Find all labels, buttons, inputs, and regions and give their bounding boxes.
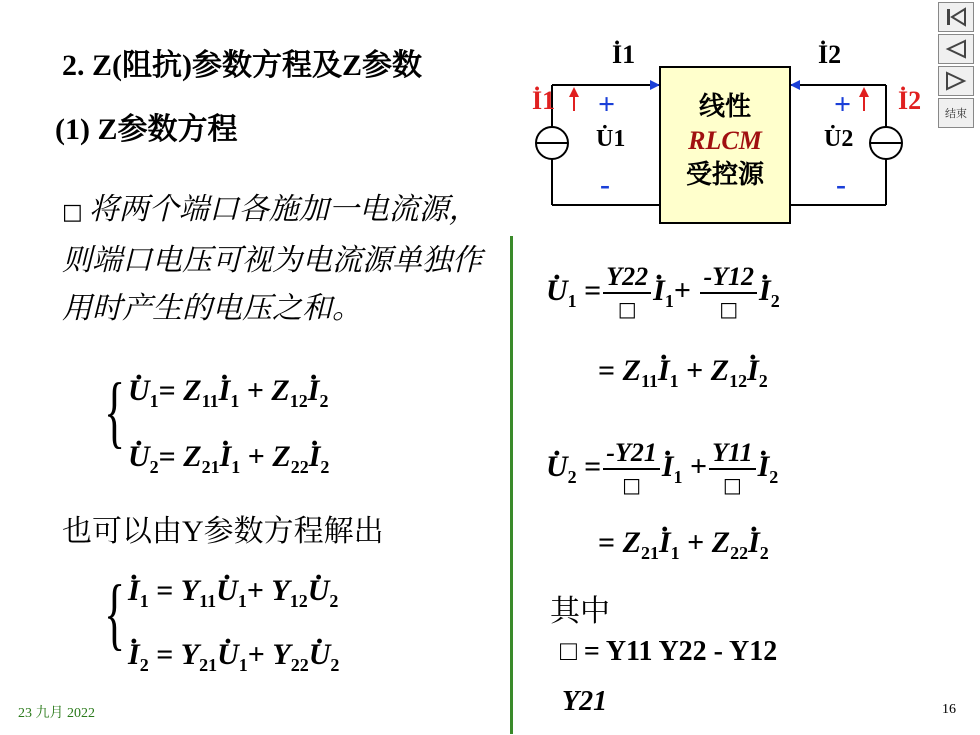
first-icon [944,6,968,28]
port1-plus: + [598,88,616,121]
label-source-i2: İ2 [898,86,922,115]
slide-title: 2. Z(阻抗)参数方程及Z参数 [62,49,422,82]
port2-voltage: U̇2 [824,126,854,152]
brace-y: { [104,570,126,658]
footer-date: 23 九月 2022 [18,706,95,721]
u1-expression: · $U_1$ = $\frac{Y22}{□}$ · $I_1+$ $\frac{-Y12}{□}$ · $I_2$ [546,262,780,324]
z-equation-1: · $U_1= Z_{11}\cdot I_1 + Z_{12}\cdot I_2$ [128,374,328,412]
port2-plus: + [834,88,852,121]
end-label: 结束 [945,107,967,120]
delta-definition: □ = Y11 Y22 - Y12 [560,636,778,667]
port1-voltage: U̇1 [596,126,626,152]
column-divider [510,236,513,734]
end-slide-button[interactable] [938,98,974,128]
u2-expression: · $U_2$ = $\frac{-Y21}{□}$ · $I_1$ + $\frac{Y11}{□}$ · $I_2$ [546,438,778,500]
bullet-icon: □ [62,200,83,225]
z-equation-2: · $U_2= Z_{21}\cdot I_1 + Z_{22}\cdot I_2$ [128,440,329,478]
next-slide-button[interactable] [938,66,974,96]
where-label: 其中 [550,595,610,628]
box-line-1: 线性 [698,92,751,121]
y-equation-1: · $I_1 = Y_{11}\cdot U_1+ Y_{12}\cdot U_2$ [128,574,338,612]
first-slide-button[interactable] [938,2,974,32]
explanation-paragraph [62,186,492,333]
u1-z-form: = $Z_{11}\cdot I_1 + Z_{12}\cdot I_2$ [598,354,768,392]
box-line-2: RLCM [688,126,762,155]
delta-definition-tail: Y21 [562,686,608,717]
previous-icon [944,38,968,60]
section-heading: (1) Z参数方程 [55,113,238,146]
y-solve-note: 也可以由Y参数方程解出 [62,515,384,548]
port1-minus: - [600,168,610,201]
y-equation-2: · $I_2 = Y_{21}\cdot U_1+ Y_{22}\cdot U_2$ [128,638,339,676]
label-source-i1: İ1 [532,86,556,115]
paragraph-text: 将两个端口各施加一电流源，则端口电压可视为电流源单独作用时产生的电压之和。 [62,193,482,325]
label-i2-top: İ2 [818,40,842,69]
previous-slide-button[interactable] [938,34,974,64]
u2-z-form: = $Z_{21}\cdot I_1 + Z_{22}\cdot I_2$ [598,526,769,564]
label-i1-top: İ1 [612,40,636,69]
brace-z: { [104,368,126,456]
page-number: 16 [942,702,956,717]
box-line-3: 受控源 [685,160,764,189]
port2-minus: - [836,168,846,201]
network-box-label [660,90,790,192]
next-icon [944,70,968,92]
